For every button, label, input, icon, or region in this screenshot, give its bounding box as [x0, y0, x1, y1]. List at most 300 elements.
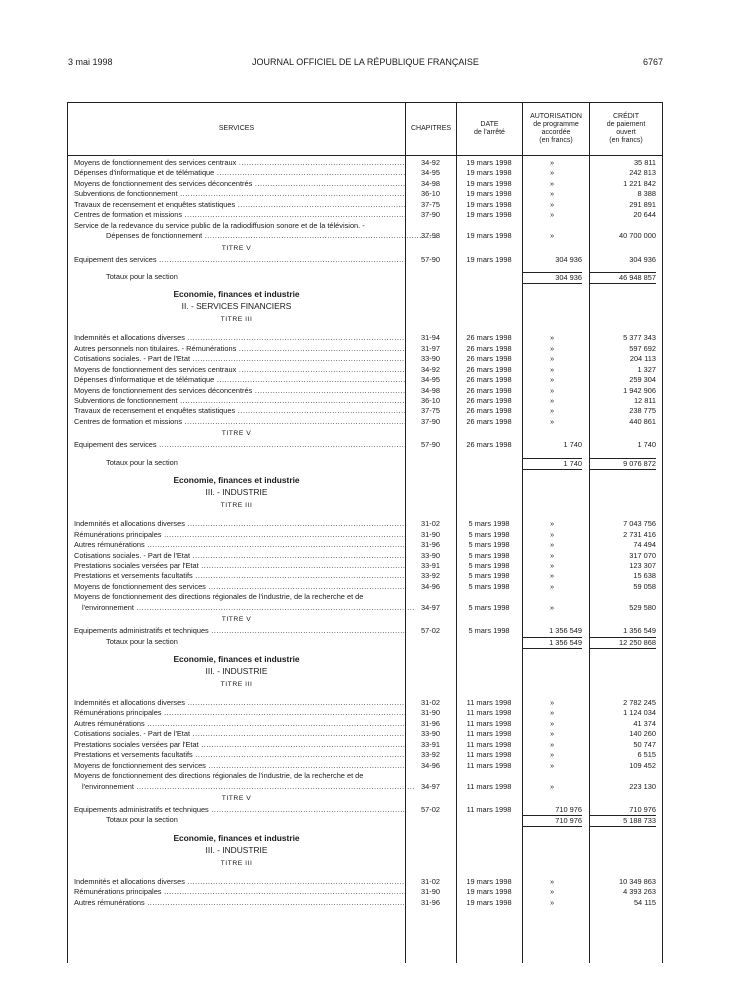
chapter-code: 31-90 — [421, 708, 440, 718]
chapter-code: 34-98 — [421, 178, 440, 188]
autorisation-value: » — [549, 406, 555, 416]
row-label: Moyens de fonctionnement des services ..... — [74, 761, 406, 771]
chapter-code: 34-97 — [421, 602, 440, 612]
arrete-date: 26 mars 1998 — [466, 333, 512, 343]
credit-value: 140 260 — [629, 729, 656, 739]
arrete-date: 19 mars 1998 — [466, 189, 512, 199]
credit-value: 74 494 — [633, 540, 656, 550]
ministry-title: Economie, finances et industrie — [173, 654, 300, 664]
credit-value: 1 942 906 — [623, 385, 656, 395]
row-label: Moyens de fonctionnement des services déconcentrés ..... — [74, 386, 406, 396]
credit-value: 40 700 000 — [619, 231, 656, 241]
credit-value: 440 861 — [629, 416, 656, 426]
titre-heading — [68, 678, 662, 691]
table-row — [68, 708, 662, 718]
table-row — [68, 440, 662, 450]
row-label: Moyens de fonctionnement des directions régionales de l'industrie, de la recherche et de — [74, 771, 364, 781]
row-label: Rémunérations principales ..... — [74, 887, 406, 897]
table-row — [68, 877, 662, 887]
row-label: Equipement des services ..... — [74, 255, 406, 265]
total-label: Totaux pour la section — [106, 815, 178, 825]
column-header-date: DATE de l'arrêté — [474, 121, 505, 136]
autorisation-value: » — [549, 231, 555, 241]
total-row — [68, 272, 662, 282]
total-credit: 12 250 868 — [589, 637, 656, 649]
spacer — [68, 282, 662, 289]
arrete-date: 19 mars 1998 — [466, 887, 512, 897]
ministry-heading — [68, 833, 662, 845]
credit-value: 2 731 416 — [623, 529, 656, 539]
section-heading — [68, 301, 662, 313]
table-row — [68, 255, 662, 265]
column-header-autorisation: AUTORISATION de programme accordée (en francs) — [530, 113, 582, 144]
credit-value: 50 747 — [633, 739, 656, 749]
titre-label: TITRE V — [221, 244, 252, 252]
autorisation-value: 1 356 549 — [549, 626, 582, 636]
chapter-code: 37-90 — [421, 210, 440, 220]
titre-heading — [68, 792, 662, 805]
credit-value: 1 740 — [637, 440, 656, 450]
autorisation-value: » — [549, 897, 555, 907]
autorisation-value: » — [549, 178, 555, 188]
chapter-code: 34-92 — [421, 158, 440, 167]
arrete-date: 11 mars 1998 — [466, 760, 512, 770]
row-label: Prestations et versements facultatifs ..... — [74, 750, 406, 760]
autorisation-value: 710 976 — [555, 804, 582, 814]
row-label: l'environnement ..... — [82, 782, 414, 792]
section-title: III. - INDUSTRIE — [205, 487, 268, 498]
table-row — [68, 344, 662, 354]
chapter-code: 34-96 — [421, 581, 440, 591]
chapter-code: 33-90 — [421, 729, 440, 739]
table-body — [68, 158, 662, 908]
row-label: Moyens de fonctionnement des services centraux ..... — [74, 158, 406, 168]
credit-value: 291 891 — [629, 199, 656, 209]
section-title: III. - INDUSTRIE — [205, 666, 268, 676]
page-date: 3 mai 1998 — [68, 57, 113, 67]
row-label: Prestations et versements facultatifs ..... — [74, 571, 406, 581]
arrete-date: 5 mars 1998 — [468, 540, 510, 550]
titre-heading — [68, 857, 662, 870]
chapter-code: 37-90 — [421, 416, 440, 426]
chapter-code: 33-91 — [421, 560, 440, 570]
table-row — [68, 582, 662, 592]
arrete-date: 19 mars 1998 — [466, 231, 512, 241]
row-label: Moyens de fonctionnement des directions régionales de l'industrie, de la recherche et de — [74, 592, 364, 602]
table-row — [68, 221, 662, 231]
arrete-date: 11 mars 1998 — [466, 781, 512, 791]
table-row — [68, 761, 662, 771]
spacer — [68, 512, 662, 519]
page-number: 6767 — [642, 57, 663, 67]
arrete-date: 26 mars 1998 — [466, 440, 512, 450]
column-header-credit: CRÉDIT de paiement ouvert (en francs) — [606, 113, 646, 144]
arrete-date: 5 mars 1998 — [468, 626, 510, 636]
arrete-date: 19 mars 1998 — [466, 876, 512, 886]
table-row — [68, 719, 662, 729]
row-label: Equipements administratifs et techniques ..... — [74, 805, 406, 815]
table-row — [68, 698, 662, 708]
arrete-date: 5 mars 1998 — [468, 571, 510, 581]
credit-value: 304 936 — [629, 254, 656, 264]
row-label: Autres rémunérations ..... — [74, 898, 406, 908]
credit-value: 10 349 863 — [619, 876, 656, 886]
section-title: II. - SERVICES FINANCIERS — [181, 301, 292, 312]
arrete-date: 26 mars 1998 — [466, 396, 512, 405]
ministry-heading — [68, 475, 662, 487]
column-header-services: SERVICES — [218, 125, 255, 132]
row-label: Indemnités et allocations diverses ..... — [74, 519, 406, 529]
total-row — [68, 637, 662, 647]
total-credit: 9 076 872 — [589, 458, 656, 470]
arrete-date: 19 mars 1998 — [466, 178, 512, 188]
table-row — [68, 231, 662, 241]
ministry-title: Economie, finances et industrie — [173, 832, 300, 843]
chapter-code: 37-75 — [421, 406, 440, 416]
table-row — [68, 551, 662, 561]
row-label: Equipement des services ..... — [74, 440, 406, 450]
table-row — [68, 519, 662, 529]
total-autorisation: 1 356 549 — [522, 637, 582, 649]
chapter-code: 34-95 — [421, 375, 440, 385]
arrete-date: 19 mars 1998 — [466, 254, 512, 264]
spacer — [68, 826, 662, 833]
ministry-title: Economie, finances et industrie — [173, 289, 300, 300]
section-title: III. - INDUSTRIE — [205, 844, 268, 855]
row-label: Dépenses d'informatique et de télématique ..... — [74, 375, 406, 385]
total-label: Totaux pour la section — [106, 636, 178, 646]
credit-value: 1 221 842 — [623, 178, 656, 188]
table-row — [68, 771, 662, 781]
chapter-code: 57-02 — [421, 626, 440, 636]
table-row — [68, 168, 662, 178]
credit-value: 5 377 343 — [623, 333, 656, 343]
autorisation-value: » — [549, 602, 555, 612]
chapter-code: 34-96 — [421, 760, 440, 770]
autorisation-value: » — [549, 876, 555, 886]
titre-label: TITRE III — [220, 859, 253, 867]
credit-value: 4 393 263 — [623, 887, 656, 897]
credit-value: 59 058 — [633, 581, 656, 591]
total-label: Totaux pour la section — [106, 457, 178, 467]
chapter-code: 31-90 — [421, 887, 440, 897]
arrete-date: 11 mars 1998 — [466, 739, 512, 749]
total-row — [68, 815, 662, 825]
chapter-code: 34-95 — [421, 168, 440, 178]
row-label: Rémunérations principales ..... — [74, 708, 406, 718]
credit-value: 20 644 — [633, 210, 656, 220]
chapter-code: 31-02 — [421, 519, 440, 529]
credit-value: 242 813 — [629, 168, 656, 178]
credit-value: 123 307 — [629, 560, 656, 570]
section-heading — [68, 487, 662, 499]
table-row — [68, 530, 662, 540]
row-label: Cotisations sociales. - Part de l'Etat ..... — [74, 551, 406, 561]
arrete-date: 26 mars 1998 — [466, 364, 512, 374]
chapter-code: 31-96 — [421, 897, 440, 907]
spacer — [68, 326, 662, 333]
autorisation-value: » — [549, 729, 555, 739]
section-heading — [68, 845, 662, 857]
chapter-code: 33-92 — [421, 571, 440, 581]
titre-label: TITRE V — [221, 430, 252, 438]
arrete-date: 19 mars 1998 — [466, 210, 512, 220]
chapter-code: 31-02 — [421, 876, 440, 886]
row-label: Moyens de fonctionnement des services centraux ..... — [74, 365, 406, 375]
autorisation-value: » — [549, 708, 555, 718]
arrete-date: 5 mars 1998 — [468, 560, 510, 570]
arrete-date: 26 mars 1998 — [466, 354, 512, 364]
row-label: Centres de formation et missions ..... — [74, 210, 406, 220]
autorisation-value: » — [549, 529, 555, 539]
ministry-heading — [68, 289, 662, 301]
table-row — [68, 365, 662, 375]
spacer — [68, 468, 662, 475]
chapter-code: 33-90 — [421, 354, 440, 364]
table-row — [68, 561, 662, 571]
titre-heading — [68, 427, 662, 440]
autorisation-value: » — [549, 343, 555, 353]
row-label: Prestations sociales versées par l'Etat ..... — [74, 740, 406, 750]
autorisation-value: » — [549, 540, 555, 550]
row-label: Subventions de fonctionnement ..... — [74, 396, 406, 406]
titre-label: TITRE V — [221, 616, 252, 624]
chapter-code: 37-75 — [421, 199, 440, 209]
autorisation-value: » — [549, 333, 555, 343]
total-row — [68, 458, 662, 468]
total-credit: 46 948 857 — [589, 272, 656, 284]
row-label: Indemnités et allocations diverses ..... — [74, 877, 406, 887]
arrete-date: 26 mars 1998 — [466, 385, 512, 395]
spacer — [68, 870, 662, 877]
credit-value: 1 124 034 — [623, 708, 656, 718]
spacer — [68, 451, 662, 458]
autorisation-value: » — [549, 396, 555, 405]
credit-value: 710 976 — [629, 804, 656, 814]
chapter-code: 34-97 — [421, 781, 440, 791]
table-row — [68, 750, 662, 760]
budget-table — [67, 102, 663, 963]
autorisation-value: » — [549, 519, 555, 529]
arrete-date: 11 mars 1998 — [466, 698, 512, 707]
credit-value: 1 356 549 — [623, 626, 656, 636]
autorisation-value: » — [549, 887, 555, 897]
chapter-code: 33-90 — [421, 550, 440, 560]
autorisation-value: » — [549, 718, 555, 728]
table-row — [68, 887, 662, 897]
credit-value: 317 070 — [629, 550, 656, 560]
chapter-code: 57-90 — [421, 254, 440, 264]
total-autorisation: 710 976 — [522, 815, 582, 827]
ministry-heading — [68, 654, 662, 666]
credit-value: 6 515 — [637, 750, 656, 760]
row-label: Equipements administratifs et techniques ..... — [74, 626, 406, 636]
autorisation-value: 1 740 — [563, 440, 582, 450]
credit-value: 259 304 — [629, 375, 656, 385]
table-row — [68, 200, 662, 210]
total-credit: 5 188 733 — [589, 815, 656, 827]
row-label: Travaux de recensement et enquêtes statistiques ..... — [74, 406, 406, 416]
total-label: Totaux pour la section — [106, 271, 178, 281]
autorisation-value: » — [549, 781, 555, 791]
row-label: Dépenses d'informatique et de télématique ..... — [74, 168, 406, 178]
autorisation-value: » — [549, 210, 555, 220]
table-row — [68, 210, 662, 220]
row-label: Indemnités et allocations diverses ..... — [74, 698, 406, 708]
chapter-code: 34-98 — [421, 385, 440, 395]
table-row — [68, 333, 662, 343]
autorisation-value: » — [549, 560, 555, 570]
credit-value: 109 452 — [629, 760, 656, 770]
autorisation-value: » — [549, 760, 555, 770]
row-label: Dépenses de fonctionnement ..... — [106, 231, 438, 241]
titre-heading — [68, 242, 662, 255]
titre-label: TITRE III — [220, 681, 253, 688]
autorisation-value: » — [549, 571, 555, 581]
arrete-date: 19 mars 1998 — [466, 897, 512, 907]
row-label: Moyens de fonctionnement des services déconcentrés ..... — [74, 179, 406, 189]
chapter-code: 31-90 — [421, 529, 440, 539]
table-row — [68, 571, 662, 581]
chapter-code: 31-97 — [421, 343, 440, 353]
total-autorisation: 304 936 — [522, 272, 582, 284]
row-label: Travaux de recensement et enquêtes statistiques ..... — [74, 200, 406, 210]
table-row — [68, 406, 662, 416]
row-label: Moyens de fonctionnement des services ..... — [74, 582, 406, 592]
credit-value: 12 811 — [633, 396, 656, 405]
total-autorisation: 1 740 — [522, 458, 582, 470]
arrete-date: 5 mars 1998 — [468, 550, 510, 560]
chapter-code: 33-92 — [421, 750, 440, 760]
row-label: Autres rémunérations ..... — [74, 540, 406, 550]
credit-value: 7 043 756 — [623, 519, 656, 529]
row-label: Prestations sociales versées par l'Etat ..... — [74, 561, 406, 571]
chapter-code: 31-96 — [421, 718, 440, 728]
chapter-code: 57-90 — [421, 440, 440, 450]
credit-value: 35 811 — [633, 158, 656, 167]
chapter-code: 37-98 — [421, 231, 440, 241]
titre-label: TITRE V — [221, 794, 252, 802]
chapter-code: 31-02 — [421, 698, 440, 707]
arrete-date: 26 mars 1998 — [466, 416, 512, 426]
credit-value: 597 692 — [629, 343, 656, 353]
autorisation-value: » — [549, 375, 555, 385]
arrete-date: 5 mars 1998 — [468, 581, 510, 591]
arrete-date: 11 mars 1998 — [466, 708, 512, 718]
autorisation-value: » — [549, 698, 555, 707]
table-row — [68, 782, 662, 792]
autorisation-value: » — [549, 168, 555, 178]
table-row — [68, 603, 662, 613]
credit-value: 204 113 — [629, 354, 656, 364]
table-row — [68, 898, 662, 908]
row-label: Subventions de fonctionnement ..... — [74, 189, 406, 199]
table-row — [68, 396, 662, 406]
autorisation-value: » — [549, 158, 555, 167]
credit-value: 2 782 245 — [623, 698, 656, 707]
row-label: Centres de formation et missions ..... — [74, 417, 406, 427]
arrete-date: 19 mars 1998 — [466, 168, 512, 178]
titre-heading — [68, 613, 662, 626]
credit-value: 238 775 — [629, 406, 656, 416]
autorisation-value: » — [549, 750, 555, 760]
row-label: Indemnités et allocations diverses ..... — [74, 333, 406, 343]
chapter-code: 34-92 — [421, 364, 440, 374]
table-row — [68, 805, 662, 815]
arrete-date: 5 mars 1998 — [468, 529, 510, 539]
table-row — [68, 179, 662, 189]
row-label: l'environnement ..... — [82, 603, 414, 613]
chapter-code: 33-91 — [421, 739, 440, 749]
table-row — [68, 158, 662, 168]
chapter-code: 36-10 — [421, 189, 440, 199]
row-label: Autres personnels non titulaires. - Rémunérations ..... — [74, 344, 406, 354]
table-row — [68, 189, 662, 199]
arrete-date: 5 mars 1998 — [468, 602, 510, 612]
autorisation-value: » — [549, 581, 555, 591]
journal-title: JOURNAL OFFICIEL DE LA RÉPUBLIQUE FRANÇAISE — [252, 57, 479, 67]
column-header-chapitres: CHAPITRES — [410, 125, 452, 132]
autorisation-value: » — [549, 199, 555, 209]
arrete-date: 11 mars 1998 — [466, 718, 512, 728]
table-row — [68, 354, 662, 364]
arrete-date: 26 mars 1998 — [466, 375, 512, 385]
row-label: Autres rémunérations ..... — [74, 719, 406, 729]
credit-value: 8 388 — [637, 189, 656, 199]
chapter-code: 31-96 — [421, 540, 440, 550]
table-row — [68, 540, 662, 550]
chapter-code: 36-10 — [421, 396, 440, 405]
autorisation-value: » — [549, 189, 555, 199]
titre-heading — [68, 499, 662, 512]
arrete-date: 11 mars 1998 — [466, 750, 512, 760]
arrete-date: 5 mars 1998 — [468, 519, 510, 529]
spacer — [68, 265, 662, 272]
credit-value: 15 638 — [633, 571, 656, 581]
autorisation-value: » — [549, 739, 555, 749]
row-label: Service de la redevance du service public de la radiodiffusion sonore et de la télévision. - — [74, 220, 365, 230]
autorisation-value: » — [549, 385, 555, 395]
table-row — [68, 386, 662, 396]
table-row — [68, 592, 662, 602]
credit-value: 41 374 — [633, 718, 656, 728]
table-row — [68, 417, 662, 427]
row-label: Cotisations sociales. - Part de l'Etat ..... — [74, 354, 406, 364]
header-divider — [68, 155, 662, 156]
arrete-date: 11 mars 1998 — [466, 729, 512, 739]
spacer — [68, 647, 662, 654]
table-row — [68, 740, 662, 750]
autorisation-value: » — [549, 416, 555, 426]
autorisation-value: » — [549, 364, 555, 374]
row-label: Cotisations sociales. - Part de l'Etat ..... — [74, 729, 406, 739]
chapter-code: 57-02 — [421, 804, 440, 814]
autorisation-value: » — [549, 354, 555, 364]
arrete-date: 19 mars 1998 — [466, 158, 512, 167]
credit-value: 529 580 — [629, 602, 656, 612]
arrete-date: 26 mars 1998 — [466, 343, 512, 353]
credit-value: 54 115 — [633, 897, 656, 907]
credit-value: 1 327 — [637, 364, 656, 374]
arrete-date: 11 mars 1998 — [466, 804, 512, 814]
ministry-title: Economie, finances et industrie — [173, 475, 300, 486]
autorisation-value: » — [549, 550, 555, 560]
titre-label: TITRE III — [220, 502, 253, 510]
table-row — [68, 375, 662, 385]
table-row — [68, 729, 662, 739]
row-label: Rémunérations principales ..... — [74, 530, 406, 540]
spacer — [68, 691, 662, 698]
